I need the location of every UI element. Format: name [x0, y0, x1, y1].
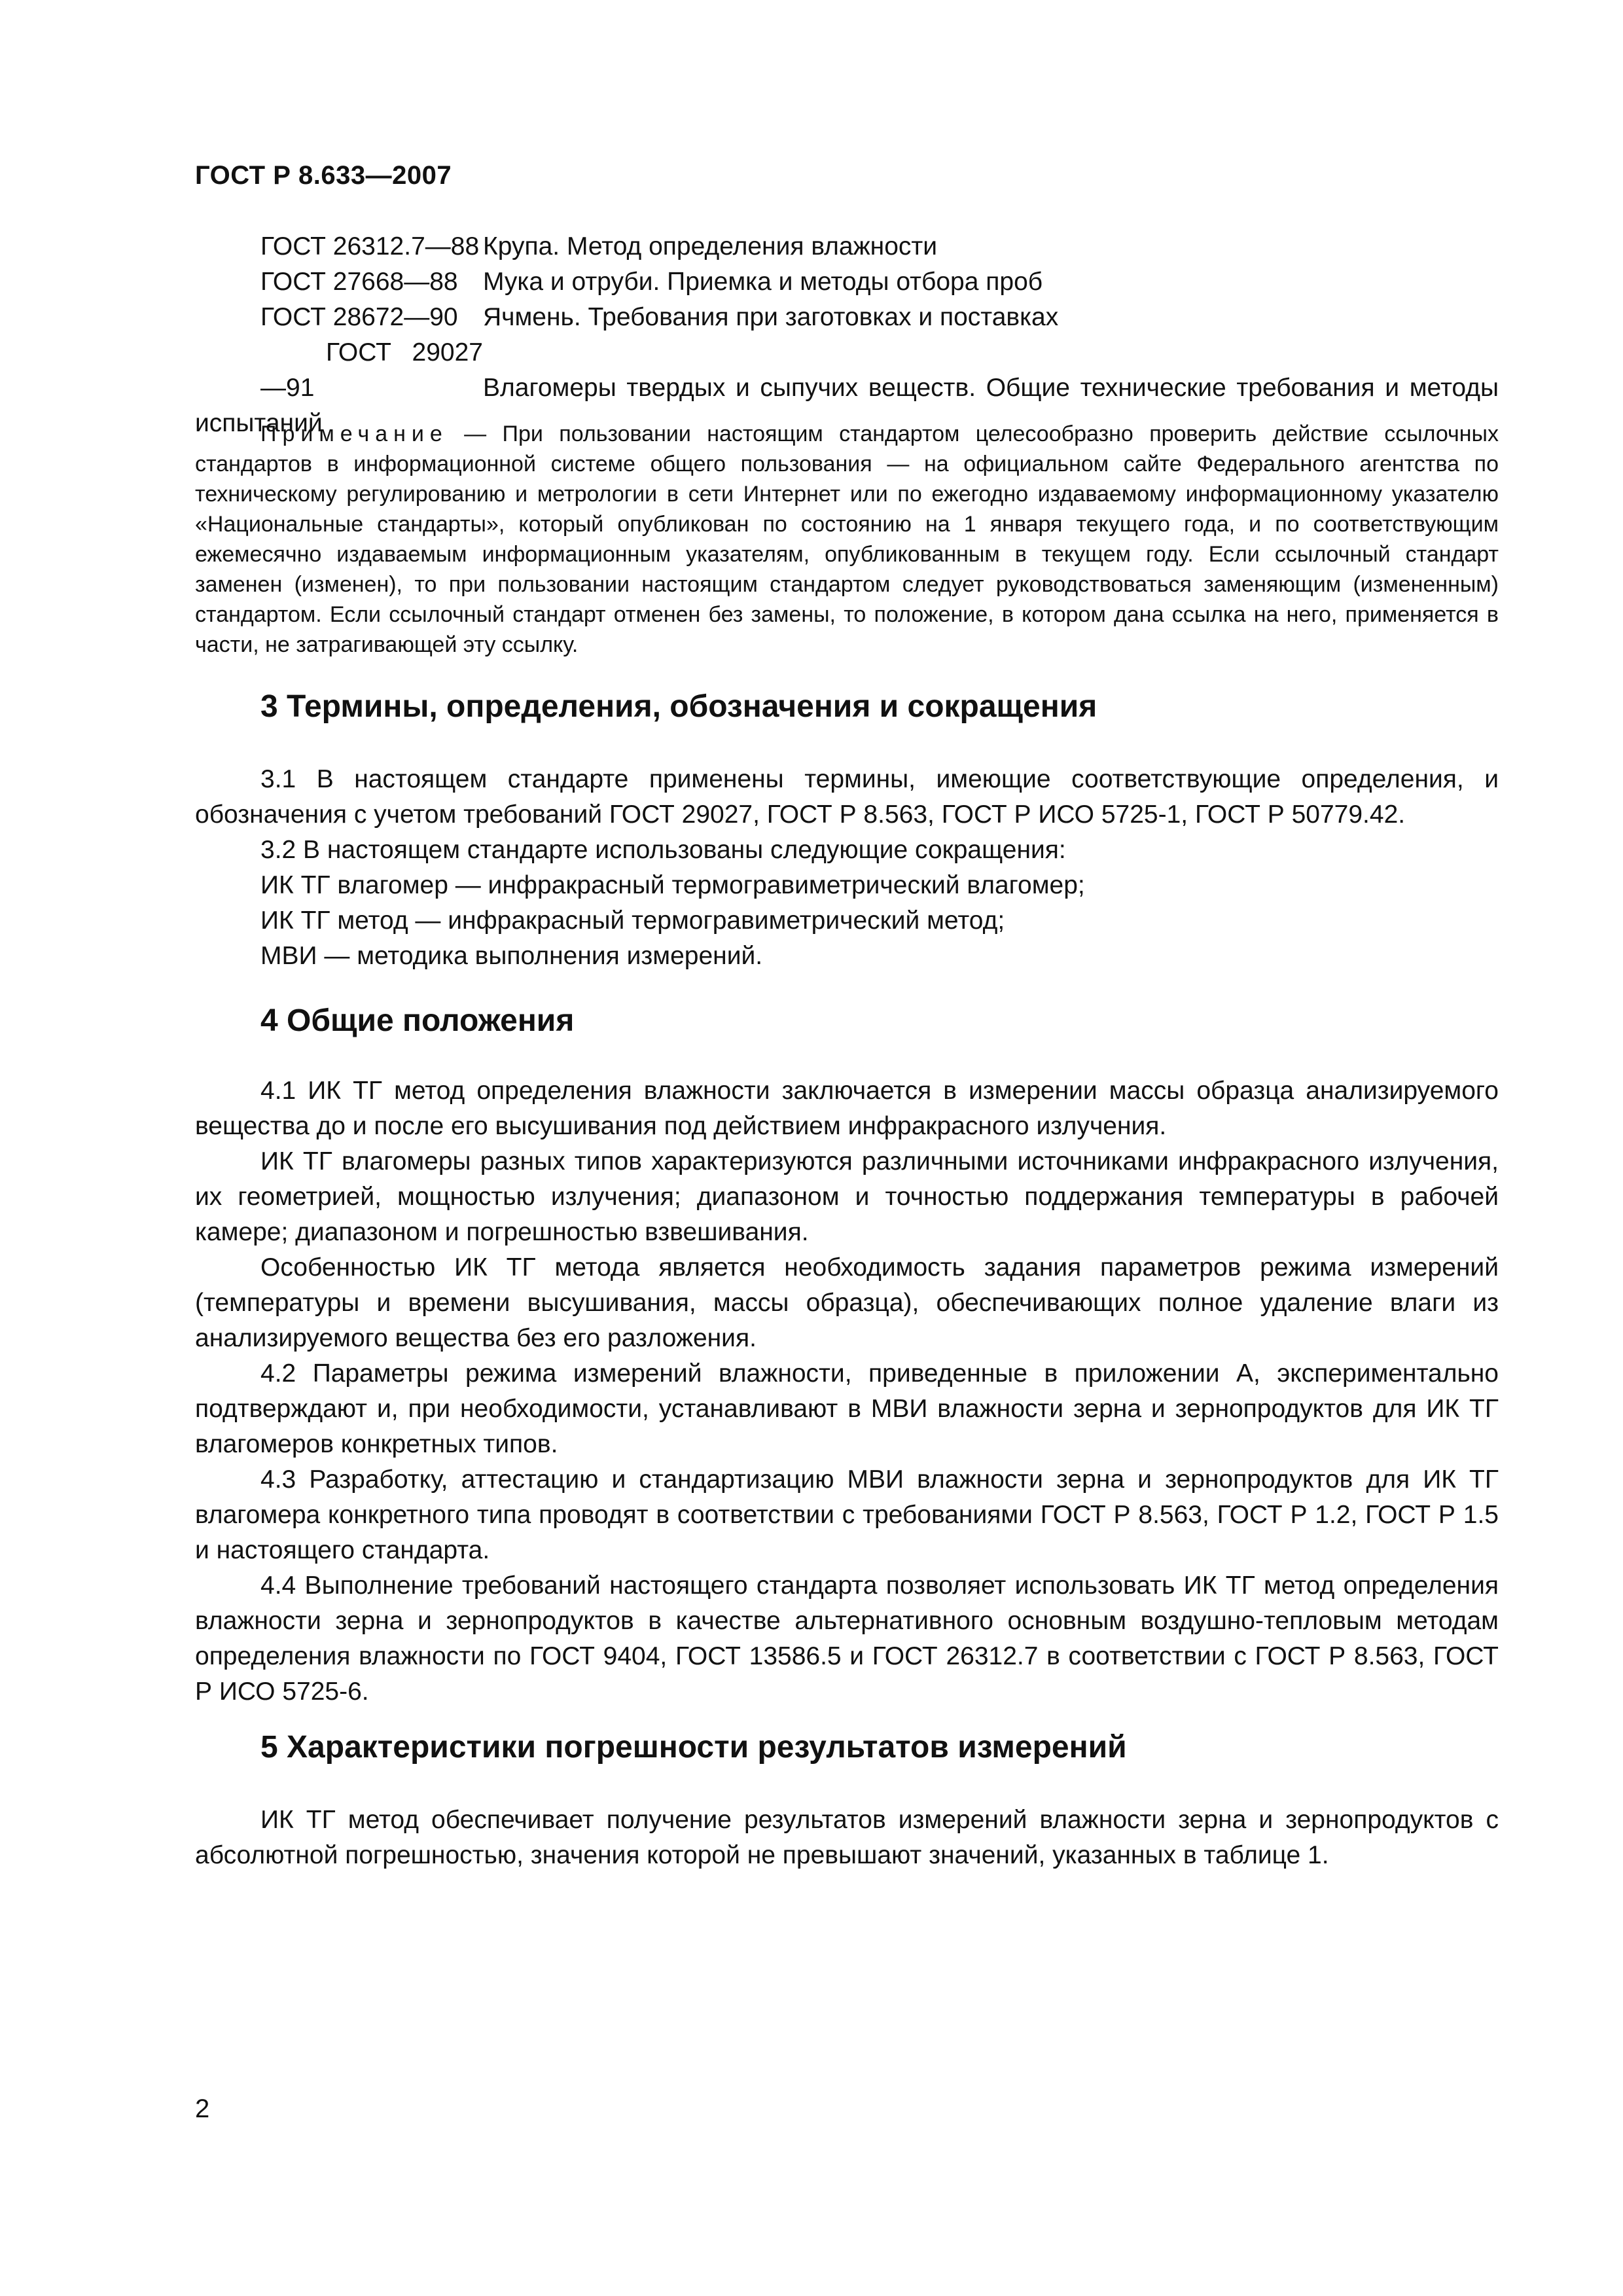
abbreviation-item: МВИ — методика выполнения измерений. — [260, 942, 763, 970]
note-block — [195, 419, 1499, 660]
note-text: — При пользовании настоящим стандартом целесообразно проверить действие ссылочных стандартов в информационной системе общего пользования — на официальном сайте Федерального агентства по техническому регулированию и метрологии в сети Интернет или по ежегодно издаваемому информационному указателю «Национальные стандарты», который опубликован по состоянию на 1 января текущего года, и по соответствующим ежемесячно издаваемым информационным указателям, опубликованным в текущем году. Если ссылочный стандарт заменен (изменен), то при пользовании настоящим стандартом следует руководствоваться заменяющим (измененным) стандартом. Если ссылочный стандарт отменен без замены, то положение, в котором дана ссылка на него, применяется в части, не затрагивающей эту ссылку. — [195, 422, 1499, 657]
document-page — [195, 0, 1499, 2296]
abbreviation-item: ИК ТГ метод — инфракрасный термогравиметрический метод; — [260, 906, 1005, 935]
reference-title: Влагомеры твердых и сыпучих веществ. Общие технические требования и методы испытаний — [195, 374, 1499, 437]
reference-code: ГОСТ 26312.7—88 — [260, 232, 480, 260]
reference-code: ГОСТ 29027—91 — [260, 338, 483, 402]
section-5-title: 5 Характеристики погрешности результатов измерений — [260, 1730, 1127, 1765]
paragraph-5: ИК ТГ метод обеспечивает получение результатов измерений влажности зерна и зернопродуктов с абсолютной погрешностью, значения которой не превышают значений, указанных в таблице 1. — [195, 1806, 1499, 1869]
note-label: Примечание — [260, 422, 448, 446]
reference-item — [195, 264, 1499, 300]
section-4-title: 4 Общие положения — [260, 1003, 575, 1038]
reference-code: ГОСТ 27668—88 — [260, 268, 458, 296]
section-3-title: 3 Термины, определения, обозначения и сокращения — [260, 689, 1097, 724]
paragraph-4-3: 4.3 Разработку, аттестацию и стандартизацию МВИ влажности зерна и зернопродуктов для ИК ТГ влагомера конкретного типа проводят в соответствии с требованиями ГОСТ Р 8.563, ГОСТ Р 1.2, ГОСТ Р 1.5 и настоящего стандарта. — [195, 1465, 1499, 1564]
paragraph-3-1: 3.1 В настоящем стандарте применены термины, имеющие соответствующие определения, и обозначения с учетом требований ГОСТ 29027, ГОСТ Р 8.563, ГОСТ Р ИСО 5725-1, ГОСТ Р 50779.42. — [195, 765, 1499, 829]
abbreviation-item: ИК ТГ влагомер — инфракрасный термогравиметрический влагомер; — [260, 871, 1085, 899]
paragraph-4-2: 4.2 Параметры режима измерений влажности, приведенные в приложении А, экспериментально подтверждают и, при необходимости, устанавливают в МВИ влажности зерна и зернопродуктов для ИК ТГ влагомеров конкретных типов. — [195, 1359, 1499, 1458]
reference-title: Крупа. Метод определения влажности — [483, 232, 938, 260]
paragraph-4-4: 4.4 Выполнение требований настоящего стандарта позволяет использовать ИК ТГ метод определения влажности зерна и зернопродуктов в качестве альтернативного основным воздушно-тепловым методам определения влажности по ГОСТ 9404, ГОСТ 13586.5 и ГОСТ 26312.7 в соответствии с ГОСТ Р 8.563, ГОСТ Р ИСО 5725-6. — [195, 1571, 1499, 1706]
section-5 — [195, 1728, 1499, 1873]
reference-title: Мука и отруби. Приемка и методы отбора проб — [483, 268, 1043, 296]
reference-item — [195, 300, 1499, 335]
reference-item — [195, 229, 1499, 264]
paragraph-4-1-feature: Особенностью ИК ТГ метода является необходимость задания параметров режима измерений (температуры и времени высушивания, массы образца), обеспечивающих полное удаление влаги из анализируемого вещества без его разложения. — [195, 1253, 1499, 1352]
page-number: 2 — [195, 2094, 210, 2123]
paragraph-4-1: 4.1 ИК ТГ метод определения влажности заключается в измерении массы образца анализируемого вещества до и после его высушивания под действием инфракрасного излучения. — [195, 1077, 1499, 1140]
reference-title: Ячмень. Требования при заготовках и поставках — [483, 303, 1059, 331]
normative-references-list — [195, 229, 1499, 441]
section-3 — [195, 687, 1499, 974]
reference-code: ГОСТ 28672—90 — [260, 303, 458, 331]
document-code-header: ГОСТ Р 8.633—2007 — [195, 161, 452, 190]
paragraph-4-1-types: ИК ТГ влагомеры разных типов характеризуются различными источниками инфракрасного излучения, их геометрией, мощностью излучения; диапазоном и точностью поддержания температуры в рабочей камере; диапазоном и погрешностью взвешивания. — [195, 1147, 1499, 1246]
section-4 — [195, 1001, 1499, 1710]
paragraph-3-2: 3.2 В настоящем стандарте использованы следующие сокращения: — [260, 836, 1066, 864]
